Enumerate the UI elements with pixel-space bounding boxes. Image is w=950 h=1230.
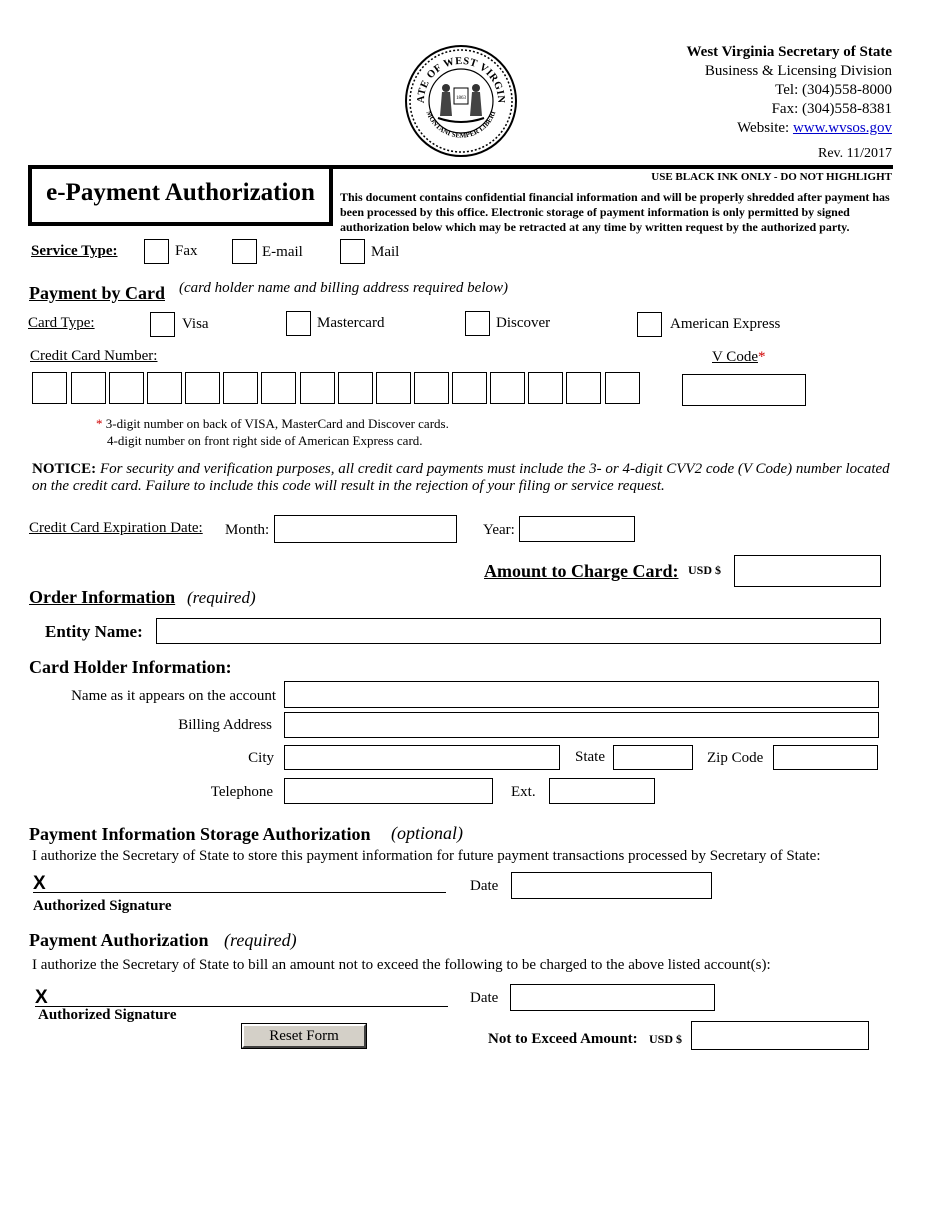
storage-auth-text: I authorize the Secretary of State to store this payment information for future payment transactions processed by Secretary of State: [32,848,821,864]
zip-label: Zip Code [707,750,764,766]
ext-label: Ext. [511,784,536,800]
notice-label: NOTICE: [32,461,97,477]
reset-form-button[interactable]: Reset Form [242,1024,366,1048]
card-discover-checkbox[interactable] [465,311,490,336]
notice-text: For security and verification purposes, all credit card payments must include the 3- or 4-digit CVV2 code (V Code) number located on the credit card. Failure to include this code will result in the rejection of your filing or service request. [32,461,890,494]
header-website [737,120,892,137]
header-division: Business & Licensing Division [704,63,892,79]
vcode-input[interactable] [682,374,806,406]
payment-date-label: Date [470,990,499,1006]
cc-digit-2[interactable] [71,372,106,404]
seal-year: 1863 [456,96,466,101]
amount-input[interactable] [734,555,881,587]
account-name-label: Name as it appears on the account [71,688,276,704]
cc-digit-16[interactable] [605,372,640,404]
year-input[interactable] [519,516,635,542]
card-visa-checkbox[interactable] [150,312,175,337]
footnote-line-1 [96,416,449,432]
payment-auth-heading: Payment Authorization [29,930,209,950]
storage-date-input[interactable] [511,872,712,899]
service-mail-label: Mail [371,244,400,260]
storage-date-label: Date [470,878,499,894]
payment-auth-text: I authorize the Secretary of State to bill an amount not to exceed the following to be charged to the above listed account(s): [32,957,771,973]
header-tel: Tel: (304)558-8000 [775,82,892,98]
zip-input[interactable] [773,745,878,770]
month-label: Month: [225,522,270,538]
entity-name-input[interactable] [156,618,881,644]
not-exceed-label: Not to Exceed Amount: [488,1031,638,1047]
service-mail-checkbox[interactable] [340,239,365,264]
service-fax-checkbox[interactable] [144,239,169,264]
seal-bottom-text: MONTANI SEMPER LIBERI [424,109,498,140]
cc-digit-14[interactable] [528,372,563,404]
cc-digit-13[interactable] [490,372,525,404]
header-org: West Virginia Secretary of State [686,44,892,60]
title-box [28,165,333,226]
payment-x-mark: X [35,987,48,1008]
cc-number-label: Credit Card Number: [30,348,158,364]
city-label: City [248,750,274,766]
cc-digit-11[interactable] [414,372,449,404]
not-exceed-input[interactable] [691,1021,869,1050]
cc-digit-1[interactable] [32,372,67,404]
card-amex-checkbox[interactable] [637,312,662,337]
header-fax: Fax: (304)558-8381 [771,101,892,117]
confidential-notice: This document contains confidential financial information and will be properly shredded after payment has been processed by this office. Electronic storage of payment information is only permitted by signed authorization below which may be retracted at any time by written request by the authorized party. [340,190,890,234]
footnote-asterisk: * [96,416,103,431]
footnote-line-2: 4-digit number on front right side of American Express card. [107,433,423,448]
service-type-label: Service Type: [31,243,118,259]
cc-digit-15[interactable] [566,372,601,404]
ink-notice: USE BLACK INK ONLY - DO NOT HIGHLIGHT [651,171,892,183]
telephone-input[interactable] [284,778,493,804]
card-mastercard-checkbox[interactable] [286,311,311,336]
payment-signature-label: Authorized Signature [38,1007,177,1023]
cc-digit-6[interactable] [223,372,258,404]
billing-address-input[interactable] [284,712,879,738]
month-input[interactable] [274,515,457,543]
service-email-checkbox[interactable] [232,239,257,264]
cc-digit-10[interactable] [376,372,411,404]
order-info-note: (required) [187,588,256,607]
cc-digit-4[interactable] [147,372,182,404]
year-label: Year: [483,522,515,538]
order-info-heading: Order Information [29,587,176,607]
payment-date-input[interactable] [510,984,715,1011]
vcode-label [712,349,765,366]
cc-digit-7[interactable] [261,372,296,404]
website-link[interactable]: www.wvsos.gov [792,120,892,136]
vcode-asterisk: * [757,349,766,365]
city-input[interactable] [284,745,560,770]
vcode-text: V Code [712,349,758,365]
amount-currency: USD $ [688,563,722,577]
card-visa-label: Visa [182,316,209,332]
card-discover-label: Discover [496,315,551,331]
amount-label: Amount to Charge Card: [484,561,679,581]
page-title: e-Payment Authorization [46,179,315,206]
website-label: Website: [737,120,793,136]
expiration-label: Credit Card Expiration Date: [29,520,203,536]
card-mastercard-label: Mastercard [317,315,385,331]
footnote-text-1: 3-digit number on back of VISA, MasterCard and Discover cards. [105,416,449,431]
card-holder-heading: Card Holder Information: [29,657,232,677]
service-fax-label: Fax [175,243,198,259]
cc-digit-5[interactable] [185,372,220,404]
storage-auth-heading: Payment Information Storage Authorization [29,824,371,844]
payment-by-card-note: (card holder name and billing address required below) [179,280,508,296]
not-exceed-currency: USD $ [649,1032,683,1046]
payment-auth-note: (required) [224,930,297,950]
revision: Rev. 11/2017 [817,146,892,161]
cc-digit-9[interactable] [338,372,373,404]
seal-top-text: ATE OF WEST VIRGIN [415,55,507,104]
storage-signature-line[interactable] [33,892,446,893]
payment-by-card-heading: Payment by Card [29,283,165,303]
storage-signature-label: Authorized Signature [33,898,172,914]
cc-digit-8[interactable] [300,372,335,404]
state-input[interactable] [613,745,693,770]
cc-digit-12[interactable] [452,372,487,404]
notice-block [32,461,897,495]
state-seal [404,44,518,158]
cc-digit-3[interactable] [109,372,144,404]
card-amex-label: American Express [670,316,781,332]
card-type-label: Card Type: [28,315,95,331]
billing-address-label: Billing Address [178,717,272,733]
storage-auth-note: (optional) [391,823,463,843]
service-email-label: E-mail [262,244,303,260]
entity-name-label: Entity Name: [45,622,143,641]
state-label: State [575,749,605,765]
account-name-input[interactable] [284,681,879,708]
ext-input[interactable] [549,778,655,804]
storage-x-mark: X [33,873,46,894]
telephone-label: Telephone [210,784,273,800]
